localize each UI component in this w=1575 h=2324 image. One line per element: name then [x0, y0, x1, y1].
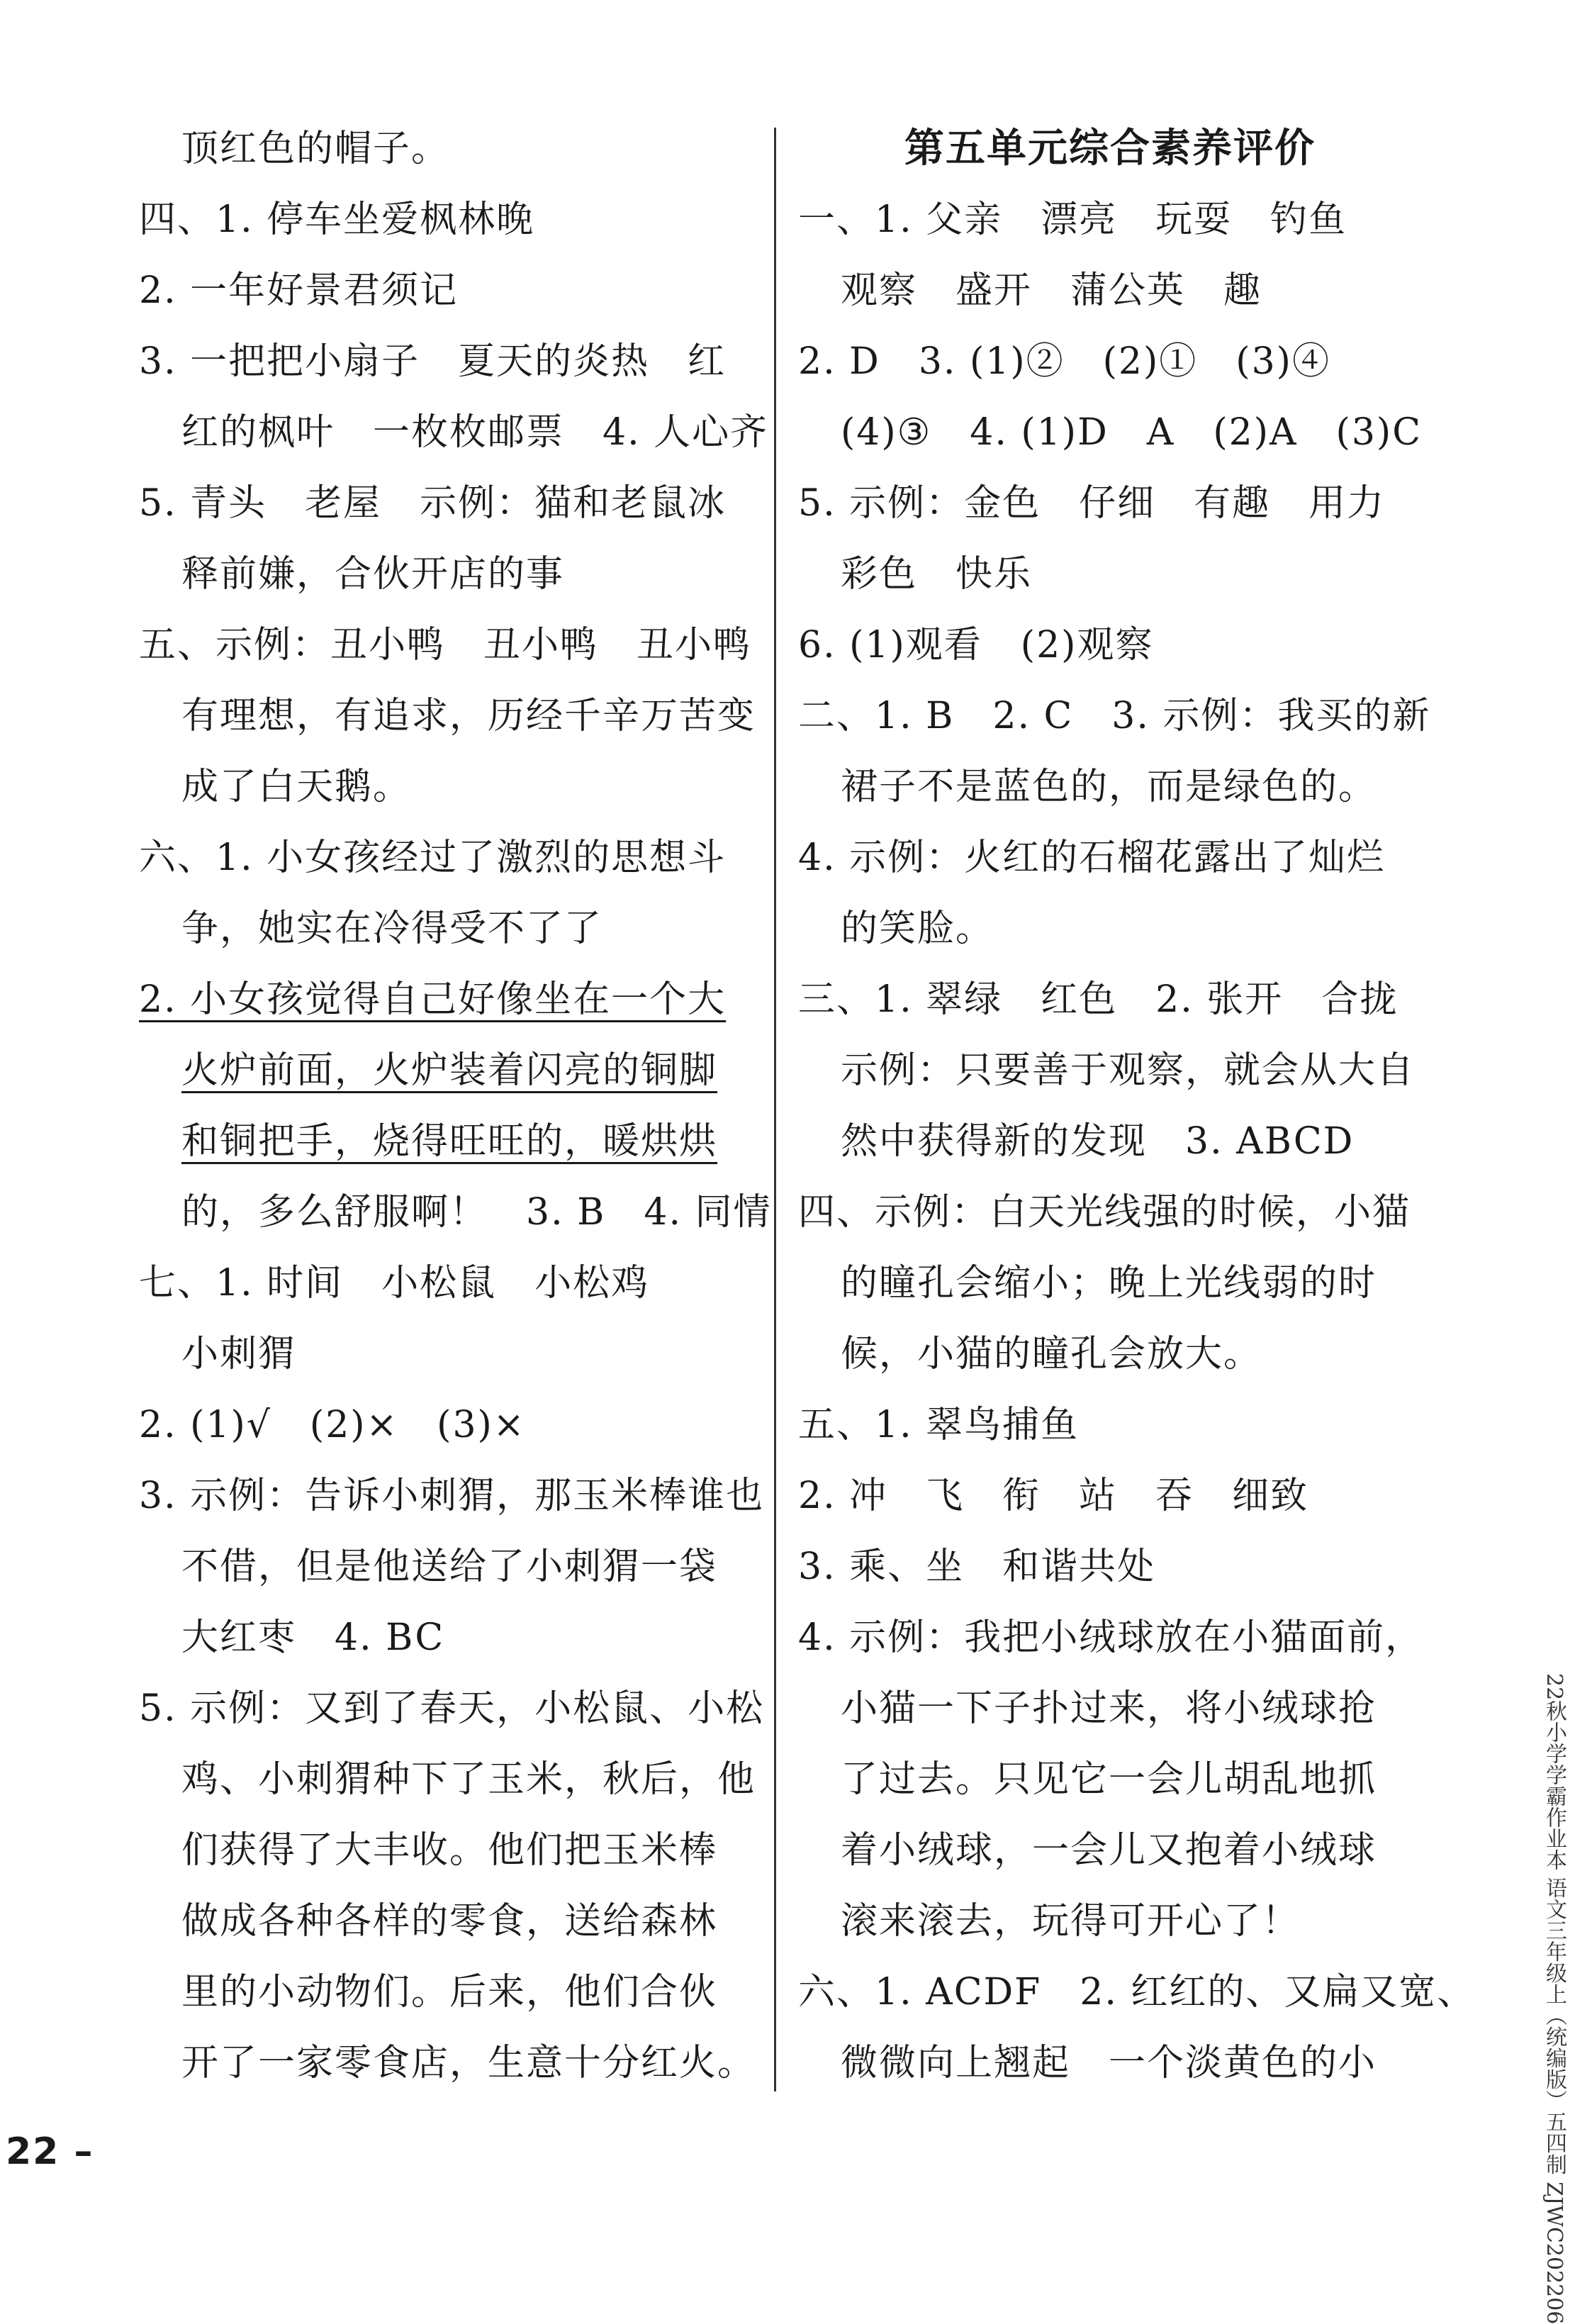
answer-text: 4. 示例：火红的石榴花露出了灿烂 [798, 837, 1386, 879]
answer-line [798, 1531, 1422, 1602]
answer-line [798, 1106, 1422, 1177]
answer-line [798, 1319, 1422, 1390]
answer-text: 了过去。只见它一会儿胡乱地抓 [841, 1758, 1377, 1801]
answer-text: 小刺猬 [181, 1333, 297, 1375]
answer-text: 顶红色的帽子。 [181, 128, 450, 170]
answer-line [139, 1815, 763, 1886]
answer-line [139, 893, 763, 964]
column-divider [774, 128, 776, 2091]
answer-line [139, 1602, 763, 1673]
answer-text: 做成各种各样的零食，送给森林 [181, 1900, 718, 1943]
answer-text: 3. 一把把小扇子 夏天的炎热 红 [139, 340, 727, 383]
answer-text: 成了白天鹅。 [181, 766, 412, 808]
answer-text: 微微向上翘起 一个淡黄色的小 [841, 2042, 1377, 2084]
answer-text: 2. (1)√ (2)× (3)× [139, 1404, 526, 1446]
answer-line [139, 1531, 763, 1602]
answer-text: 小猫一下子扑过来，将小绒球抢 [841, 1687, 1377, 1730]
answer-line [798, 1035, 1422, 1106]
answer-line [798, 255, 1422, 326]
answer-line [798, 1390, 1422, 1460]
answer-text: 开了一家零食店，生意十分红火。 [181, 2042, 756, 2084]
answer-line [139, 822, 763, 893]
answer-line [139, 1886, 763, 1957]
answer-text: 里的小动物们。后来，他们合伙 [181, 1971, 718, 2013]
answer-line [139, 1106, 763, 1177]
answer-line [798, 539, 1422, 610]
answer-text: 五、1. 翠鸟捕鱼 [798, 1404, 1080, 1446]
answer-text: 2. 一年好景君须记 [139, 269, 459, 312]
answer-line [139, 1460, 763, 1531]
answer-text: 2. D 3. (1)② (2)① (3)④ [798, 340, 1330, 383]
answer-text: 6. (1)观看 (2)观察 [798, 624, 1154, 666]
answer-text: 七、1. 时间 小松鼠 小松鸡 [139, 1262, 650, 1305]
answer-line [798, 1886, 1422, 1957]
answer-line [798, 610, 1422, 681]
answer-line [139, 539, 763, 610]
answer-line [798, 1248, 1422, 1319]
answer-text: 火炉前面，火炉装着闪亮的铜脚 [181, 1049, 718, 1092]
answer-text: 的，多么舒服啊！ 3. B 4. 同情 [181, 1191, 772, 1234]
answer-line [798, 184, 1422, 255]
answer-text: 3. 乘、坐 和谐共处 [798, 1546, 1156, 1588]
answer-text: 然中获得新的发现 3. ABCD [841, 1120, 1355, 1163]
answer-text: 大红枣 4. BC [181, 1616, 445, 1659]
answer-text: 3. 示例：告诉小刺猬，那玉米棒谁也 [139, 1475, 765, 1517]
answer-line [798, 1673, 1422, 1744]
answer-text: 鸡、小刺猬种下了玉米，秋后，他 [181, 1758, 756, 1801]
answer-text: 着小绒球，一会儿又抱着小绒球 [841, 1829, 1377, 1872]
answer-line [798, 2028, 1422, 2099]
answer-text: 裙子不是蓝色的，而是绿色的。 [841, 766, 1377, 808]
answer-line [798, 964, 1422, 1035]
answer-text: 5. 示例：又到了春天，小松鼠、小松 [139, 1687, 765, 1730]
answer-line [139, 1177, 772, 1248]
answer-line [798, 1957, 1476, 2028]
answer-line [798, 822, 1422, 893]
answer-line [139, 1319, 763, 1390]
answer-text: 的笑脸。 [841, 907, 994, 950]
answer-text: 二、1. B 2. C 3. 示例：我买的新 [798, 695, 1431, 737]
answer-line [139, 681, 763, 752]
answer-line [798, 1177, 1422, 1248]
answer-text: 争，她实在冷得受不了了 [181, 907, 603, 950]
answer-text: 4. 示例：我把小绒球放在小猫面前， [798, 1616, 1424, 1659]
page-number: 22 – [6, 2130, 94, 2173]
answer-line [798, 468, 1422, 539]
answer-line [139, 1957, 763, 2028]
answer-line [139, 255, 763, 326]
answer-line [139, 2028, 763, 2099]
left-answer-column [139, 113, 772, 2099]
answer-line [139, 1673, 763, 1744]
answer-text: (4)③ 4. (1)D A (2)A (3)C [841, 411, 1422, 454]
answer-line [139, 610, 763, 681]
answer-line [798, 1460, 1422, 1531]
answer-line [798, 397, 1422, 468]
answer-line [139, 1390, 763, 1460]
answer-text: 有理想，有追求，历经千辛万苦变 [181, 695, 756, 737]
answer-text: 六、1. 小女孩经过了激烈的思想斗 [139, 837, 727, 879]
right-answer-column [798, 113, 1476, 2099]
book-info-vertical: 22秋小学学霸作业本 语文三年级上（统编版）五四制 ZJWC202206 [1542, 1673, 1566, 2324]
answer-line [798, 1744, 1422, 1815]
answer-text: 滚来滚去，玩得可开心了！ [841, 1900, 1301, 1943]
answer-line [798, 681, 1431, 752]
answer-text: 5. 示例：金色 仔细 有趣 用力 [798, 482, 1386, 525]
answer-line [139, 397, 769, 468]
answer-line [139, 184, 763, 255]
answer-line [139, 964, 763, 1035]
answer-text: 2. 冲 飞 衔 站 吞 细致 [798, 1475, 1309, 1517]
answer-text: 红的枫叶 一枚枚邮票 4. 人心齐 [181, 411, 769, 454]
answer-text: 和铜把手，烧得旺旺的，暖烘烘 [181, 1120, 718, 1163]
answer-text: 彩色 快乐 [841, 553, 1033, 596]
answer-line [139, 752, 763, 822]
answer-text: 一、1. 父亲 漂亮 玩耍 钓鱼 [798, 199, 1347, 241]
answer-text: 的瞳孔会缩小；晚上光线弱的时 [841, 1262, 1377, 1305]
section-title: 第五单元综合素养评价 [904, 125, 1316, 172]
answer-line [139, 1035, 763, 1106]
answer-text: 示例：只要善于观察，就会从大自 [841, 1049, 1416, 1092]
answer-text: 5. 青头 老屋 示例：猫和老鼠冰 [139, 482, 727, 525]
answer-line [139, 1744, 763, 1815]
answer-text: 2. 小女孩觉得自己好像坐在一个大 [139, 978, 727, 1021]
answer-line [798, 1602, 1422, 1673]
answer-line [139, 468, 763, 539]
answer-text: 四、示例：白天光线强的时候，小猫 [798, 1191, 1411, 1234]
answer-text: 们获得了大丰收。他们把玉米棒 [181, 1829, 718, 1872]
answer-line [798, 893, 1422, 964]
answer-text: 五、示例：丑小鸭 丑小鸭 丑小鸭 [139, 624, 752, 666]
answer-text: 观察 盛开 蒲公英 趣 [841, 269, 1262, 312]
answer-line [139, 1248, 763, 1319]
answer-line [139, 326, 763, 397]
answer-line [798, 326, 1422, 397]
answer-text: 不借，但是他送给了小刺猬一袋 [181, 1546, 718, 1588]
answer-text: 候，小猫的瞳孔会放大。 [841, 1333, 1262, 1375]
answer-text: 释前嫌，合伙开店的事 [181, 553, 565, 596]
answer-line [139, 113, 763, 184]
answer-line [798, 752, 1422, 822]
answer-line [798, 1815, 1422, 1886]
answer-text: 三、1. 翠绿 红色 2. 张开 合拢 [798, 978, 1399, 1021]
answer-text: 四、1. 停车坐爱枫林晚 [139, 199, 535, 241]
answer-text: 六、1. ACDF 2. 红红的、又扁又宽、 [798, 1971, 1476, 2013]
